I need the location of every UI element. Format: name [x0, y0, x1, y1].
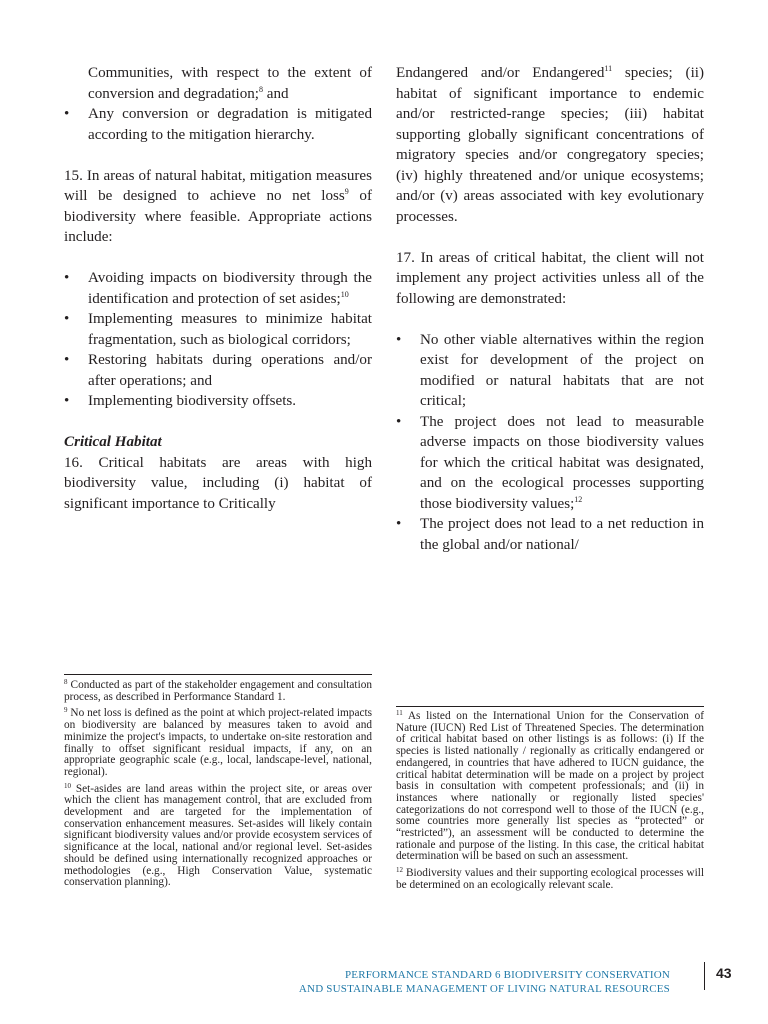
bullet-item: • The project does not lead to measurable adverse impacts on those biodiversity values for which the critical habitat was designated, and on the ecological processes supporting those biodiversity values;$^{12}$ [396, 413, 704, 512]
bullet-continuation: Communities, with respect to the extent of conversion and degradation;$^8$ and [88, 65, 372, 102]
footnote-8: $^8$ Conducted as part of the stakeholder engagement and consultation process, as described in Performance Standard 1. [64, 678, 373, 703]
bullet-icon: • [64, 270, 70, 286]
bullet-item: • The project does not lead to a net reduction in the global and/or national/ [396, 516, 704, 553]
footnote-11: $^{11}$ As listed on the International Union for the Conservation of Nature (IUCN) Red List of Threatened Species. The determination of critical habitat based on other listings is as follows: (i) If the species is listed nationally / regionally as critically endangered or endangered, in countries that have adhered to IUCN guidance, the critical habitat determination will be made on a project by project basis in consultation with competent professionals; and (ii) in instances where nationally or regionally listed species' categorizations do not correspond well to those of the IUCN (e.g., some countries more generally list species as “protected” or “restricted”), an assessment will be conducted to determine the rationale and purpose of the listing. In this case, the critical habitat determination will be based on such an assessment. [396, 709, 704, 863]
page-number: 43 [716, 965, 732, 981]
paragraph-17: 17. In areas of critical habitat, the client will not implement any project activities unless all of the following are demonstrated: [396, 249, 704, 307]
footnote-ref-11[interactable]: 11 [604, 64, 613, 73]
footnote-ref-12[interactable]: 12 [574, 494, 583, 504]
footnote-ref-8[interactable]: 8 [259, 84, 264, 94]
footnote-10: $^{10}$ Set-asides are land areas within the project site, or areas over which the client has management control, that are excluded from development and are targeted for the implementation of conservation enhancement measures. Set-asides will likely contain significant biodiversity values and/or provide ecosystem services of significance at the local, national and/or regional level. Set-asides should be defined using internationally recognized approaches or methodologies (e.g., High Conservation Value, systematic conservation planning). [64, 781, 372, 889]
paragraph-16: 16. Critical habitats are areas with high biodiversity value, including (i) habitat of significant importance to Critically [64, 454, 372, 512]
paragraph-15: 15. In areas of natural habitat, mitigation measures will be designed to achieve no net loss$^9$ of biodiversity where feasible. Appropriate actions include: [64, 167, 372, 245]
bullet-item: • Implementing measures to minimize habitat fragmentation, such as biological corridors; [64, 311, 372, 348]
bullet-icon: • [64, 106, 70, 122]
bullet-icon: • [64, 352, 70, 368]
bullet-icon: • [396, 331, 402, 348]
bullet-icon: • [396, 516, 402, 532]
footnote-ref-9[interactable]: 9 [344, 187, 349, 196]
footer-divider [704, 962, 705, 990]
footnotes-left [64, 680, 372, 894]
footnote-divider [64, 674, 372, 675]
footnote-12: $^{12}$ Biodiversity values and their supporting ecological processes will be determined on an ecologically relevant scale. [396, 866, 705, 891]
right-column [396, 63, 704, 555]
bullet-item: • Any conversion or degradation is mitigated according to the mitigation hierarchy. [64, 106, 372, 143]
bullet-icon: • [64, 311, 70, 327]
bullet-item: • Restoring habitats during operations and/or after operations; and [64, 352, 372, 389]
section-heading: Critical Habitat [64, 434, 162, 450]
footnote-divider [396, 706, 704, 707]
bullet-item: • No other viable alternatives within the region exist for development of the project on modified or natural habitats that are not critical; [396, 331, 704, 409]
bullet-item: • Implementing biodiversity offsets. [64, 391, 372, 412]
footnote-9: $^9$ No net loss is defined as the point at which project-related impacts on biodiversity are balanced by measures taken to avoid and minimize the project's impacts, to undertake on-site restoration and finally to offset significant residual impacts, if any, on an appropriate geographic scale (e.g., local, landscape-level, national, regional). [64, 706, 373, 778]
left-column [64, 63, 372, 514]
bullet-icon: • [396, 413, 402, 430]
footnotes-right [396, 711, 704, 897]
paragraph-16-continued: Endangered and/or Endangered$^{11}$ species; (ii) habitat of significant importance to endemic and/or restricted-range species; (iii) habitat supporting globally significant concentrations of migratory species and/or congregatory species; (iv) highly threatened and/or unique ecosystems; and/or (v) areas associated with key evolutionary processes. [396, 64, 704, 225]
footer-line-2: AND SUSTAINABLE MANAGEMENT OF LIVING NATURAL RESOURCES [298, 983, 670, 995]
running-footer [299, 968, 670, 996]
bullet-icon: • [64, 393, 70, 409]
footer-line-1: PERFORMANCE STANDARD 6 BIODIVERSITY CONSERVATION [344, 969, 670, 981]
bullet-item: • Avoiding impacts on biodiversity through the identification and protection of set asides;$^{10}$ [64, 270, 372, 307]
footnote-ref-10[interactable]: 10 [340, 289, 349, 299]
